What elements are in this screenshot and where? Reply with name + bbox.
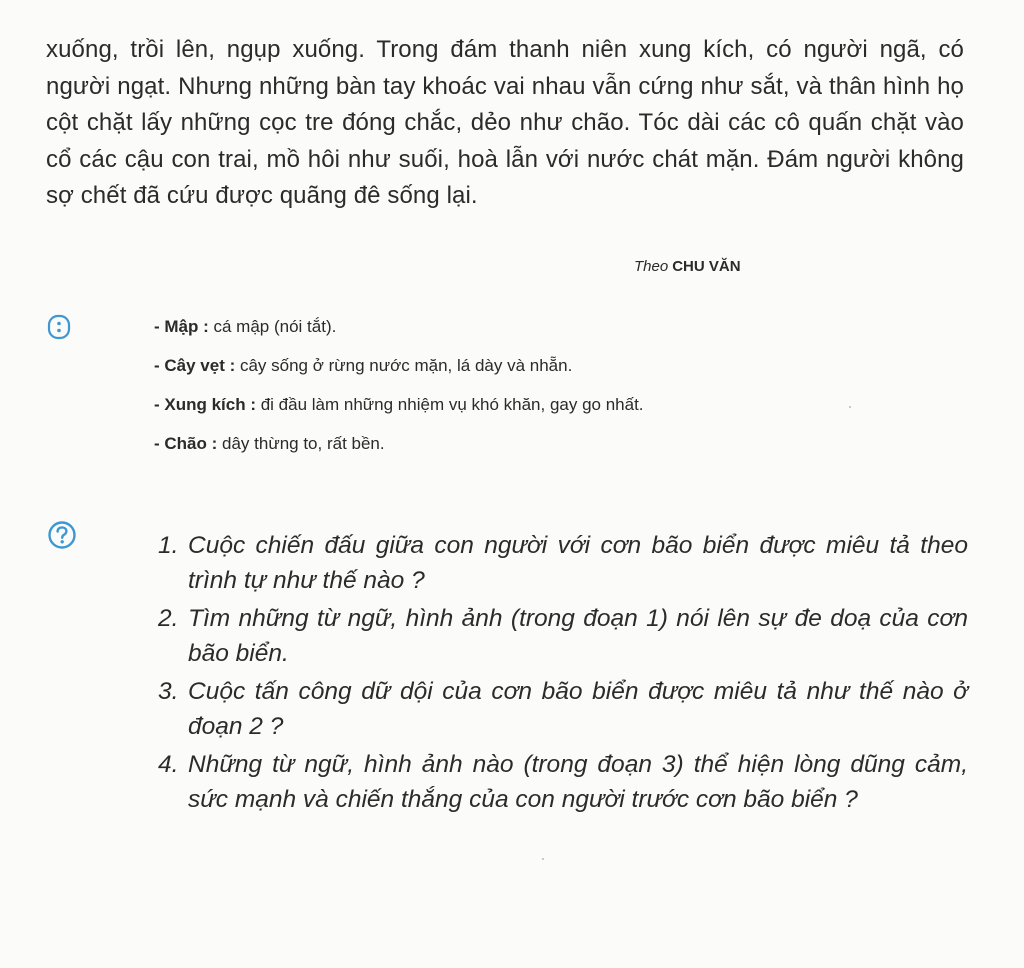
glossary-item bbox=[154, 351, 644, 390]
glossary-item bbox=[154, 312, 644, 351]
question-number: 4. bbox=[158, 751, 179, 778]
question-item bbox=[158, 674, 968, 744]
source-attribution bbox=[634, 258, 741, 275]
ellipsis-vertical-icon bbox=[47, 314, 71, 340]
glossary-term: - Chão : bbox=[154, 434, 218, 453]
question-text: Cuộc chiến đấu giữa con người với cơn bão biển được miêu tả theo trình tự như thế nào ? bbox=[188, 532, 968, 594]
page-speck bbox=[542, 858, 544, 860]
story-passage: xuống, trồi lên, ngụp xuống. Trong đám thanh niên xung kích, có người ngã, có người ngạt. Nhưng những bàn tay khoác vai nhau vẫn cứng như sắt, và thân hình họ cột chặt lấy những cọc tre đóng chắc, dẻo như chão. Tóc dài các cô quấn chặt vào cổ các cậu con trai, mồ hôi như suối, hoà lẫn với nước chát mặn. Đám người không sợ chết đã cứu được quãng đê sống lại. bbox=[46, 36, 964, 209]
question-item bbox=[158, 601, 968, 671]
glossary-definition: đi đầu làm những nhiệm vụ khó khăn, gay go nhất. bbox=[256, 395, 644, 414]
question-text: Những từ ngữ, hình ảnh nào (trong đoạn 3) thể hiện lòng dũng cảm, sức mạnh và chiến thắng của con người trước cơn bão biển ? bbox=[188, 751, 968, 813]
source-author: CHU VĂN bbox=[672, 258, 741, 275]
question-item bbox=[158, 528, 968, 598]
question-circle-icon bbox=[47, 520, 77, 550]
question-number: 3. bbox=[158, 678, 179, 705]
glossary-definition: cá mập (nói tắt). bbox=[208, 317, 337, 336]
glossary-definition: dây thừng to, rất bền. bbox=[217, 434, 385, 453]
glossary-item bbox=[154, 429, 644, 468]
glossary-term: - Cây vẹt : bbox=[154, 356, 236, 375]
question-item bbox=[158, 747, 968, 817]
question-number: 1. bbox=[158, 532, 179, 559]
source-prefix: Theo bbox=[634, 258, 669, 275]
question-text: Cuộc tấn công dữ dội của cơn bão biển được miêu tả như thế nào ở đoạn 2 ? bbox=[188, 678, 968, 740]
glossary-definition: cây sống ở rừng nước mặn, lá dày và nhẵn. bbox=[235, 356, 573, 375]
glossary-list bbox=[154, 312, 644, 468]
page-speck bbox=[849, 406, 851, 408]
question-number: 2. bbox=[158, 605, 179, 632]
question-text: Tìm những từ ngữ, hình ảnh (trong đoạn 1) nói lên sự đe doạ của cơn bão biển. bbox=[188, 605, 968, 667]
question-list bbox=[158, 528, 968, 820]
glossary-term: - Mập : bbox=[154, 317, 209, 336]
glossary-term: - Xung kích : bbox=[154, 395, 256, 414]
glossary-item bbox=[154, 390, 644, 429]
